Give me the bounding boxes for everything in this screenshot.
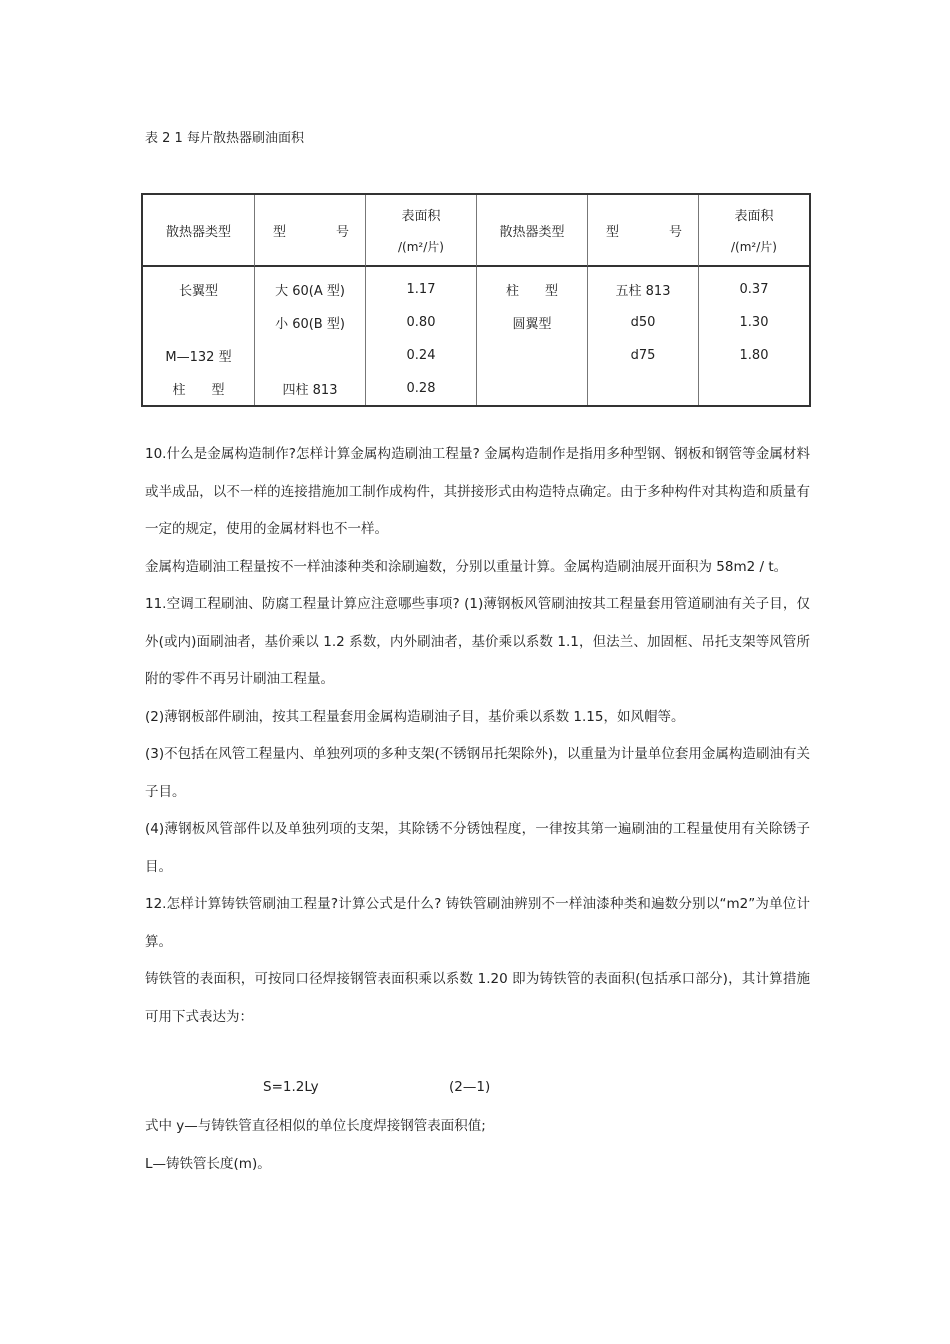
table-cell [588,372,699,405]
header-model-2: 型 号 [588,195,699,267]
paragraph-q11-item3: (3)不包括在风管工程量内、单独列项的多种支架(不锈钢吊托架除外)，以重量为计量单位套用金属构造刷油有关子目。 [145,746,810,800]
table-header-row [143,195,809,267]
header-surface-area-1: 表面积 /(m²/片) [366,195,477,267]
header-surface-area-2: 表面积 /(m²/片) [699,195,809,267]
note-y: 式中 y—与铸铁管直径相似的单位长度焊接钢管表面积值; [145,1118,486,1134]
body-text [145,436,810,1036]
table-row [143,372,809,405]
table-cell: 四柱 813 [255,372,366,405]
table-cell: 大 60(A 型) [255,267,366,306]
table-cell [255,339,366,372]
table-row [143,306,809,339]
header-radiator-type-1: 散热器类型 [143,195,255,267]
table-cell: 柱 型 [477,267,588,306]
table-cell: 五柱 813 [588,267,699,306]
table-cell: 长翼型 [143,267,255,306]
table-cell: 1.17 [366,267,477,306]
paragraph-q10: 10.什么是金属构造制作?怎样计算金属构造刷油工程量? 金属构造制作是指用多种型钢、钢板和钢管等金属材料或半成品，以不一样的连接措施加工制作成构件，其拼接形式由构造特点确定。由于多种构件对其构造和质量有一定的规定，使用的金属材料也不一样。 [145,446,810,537]
table-cell: 柱 型 [143,372,255,405]
radiator-area-table-wrapper [141,193,811,407]
header-model-1: 型 号 [255,195,366,267]
table-cell: 小 60(B 型) [255,306,366,339]
table-row [143,267,809,306]
table-row [143,339,809,372]
paragraph-q11-item4: (4)薄钢板风管部件以及单独列项的支架，其除锈不分锈蚀程度，一律按其第一遍刷油的工程量使用有关除锈子目。 [145,821,810,875]
paragraph-q12: 12.怎样计算铸铁管刷油工程量?计算公式是什么? 铸铁管刷油辨别不一样油漆种类和遍数分别以“m2”为单位计算。 [145,896,810,950]
table-cell: 0.37 [739,282,769,297]
table-cell [699,372,809,405]
formula-notes [145,1108,810,1183]
table-cell: 0.80 [366,306,477,339]
table-cell: d75 [588,339,699,372]
paragraph-q11-item2: (2)薄钢板部件刷油，按其工程量套用金属构造刷油子目，基价乘以系数 1.15，如风帽等。 [145,708,685,725]
table-cell: d50 [588,306,699,339]
table-cell [143,306,255,339]
table-caption: 表 2 1 每片散热器刷油面积 [145,131,304,146]
header-radiator-type-2: 散热器类型 [477,195,588,267]
table-cell [477,372,588,405]
table-cell: 0.28 [366,372,477,405]
note-l: L—铸铁管长度(m)。 [145,1155,271,1172]
table-cell [477,339,588,372]
paragraph-q12-formula-intro: 铸铁管的表面积，可按同口径焊接钢管表面积乘以系数 1.20 即为铸铁管的表面积(包括承口部分)，其计算措施可用下式表达为： [145,971,810,1025]
paragraph-q10-area: 金属构造刷油工程量按不一样油漆种类和涂刷遍数，分别以重量计算。金属构造刷油展开面积为 58m2 / t。 [145,558,788,575]
paragraph-q11: 11.空调工程刷油、防腐工程量计算应注意哪些事项? (1)薄钢板风管刷油按其工程量套用管道刷油有关子目，仅外(或内)面刷油者，基价乘以 1.2 系数，内外刷油者，基价乘以系数 1.1，但法兰、加固框、吊托支架等风管所附的零件不再另计刷油工程量。 [145,596,810,687]
formula-expression: S=1.2Ly [263,1079,319,1095]
table-cell: 1.80 [739,348,769,363]
table-cell: 圆翼型 [477,306,588,339]
formula-number: (2—1) [449,1079,491,1095]
table-cell: M—132 型 [143,339,255,372]
radiator-area-table [141,193,811,407]
table-cell: 0.24 [366,339,477,372]
table-cell: 1.30 [739,315,769,330]
